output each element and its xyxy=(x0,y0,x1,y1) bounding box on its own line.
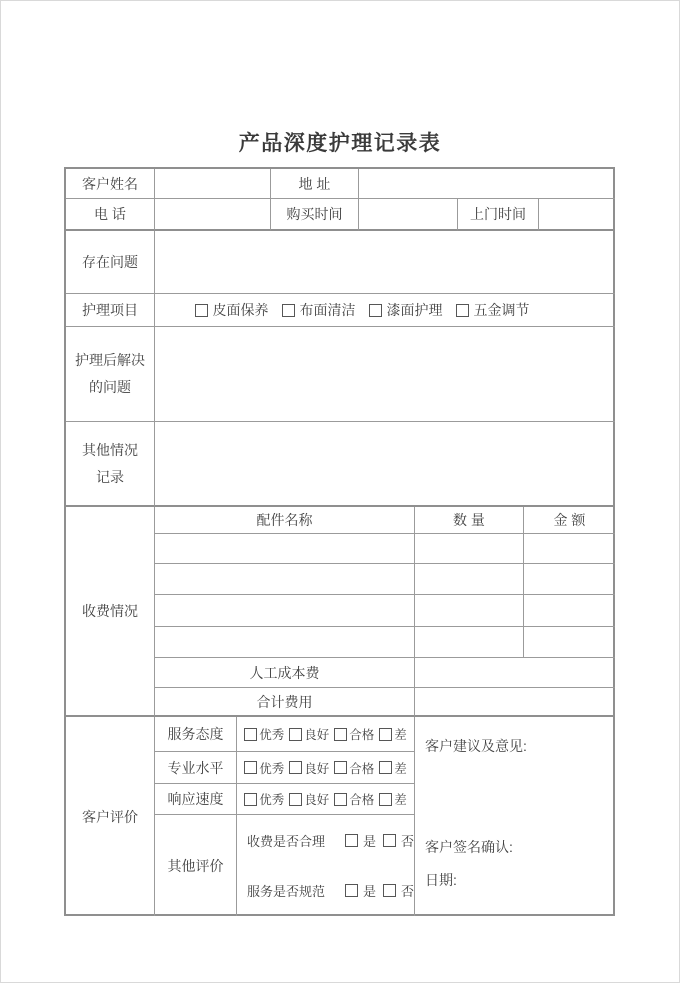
fee-question-label: 收费是否合理 xyxy=(247,833,326,849)
labor-cost-label: 人工成本费 xyxy=(155,658,415,688)
standard-question-label: 服务是否规范 xyxy=(247,884,326,900)
part-qty-cell[interactable] xyxy=(415,627,524,658)
part-name-cell[interactable] xyxy=(155,534,415,564)
care-record-table xyxy=(64,167,615,916)
solved-problems-field[interactable] xyxy=(155,327,615,422)
fee-yes-option[interactable]: 是 xyxy=(345,831,376,850)
checkbox-icon[interactable] xyxy=(379,728,392,741)
checkbox-icon[interactable] xyxy=(379,761,392,774)
phone-field[interactable] xyxy=(155,199,271,231)
labor-cost-field[interactable] xyxy=(415,658,615,688)
checkbox-icon[interactable] xyxy=(383,834,396,847)
part-amount-cell[interactable] xyxy=(524,564,615,595)
purchase-time-label: 购买时间 xyxy=(271,199,359,231)
rating-option-good[interactable]: 良好 xyxy=(289,790,329,808)
care-option-hardware[interactable]: 五金调节 xyxy=(456,300,530,320)
checkbox-icon[interactable] xyxy=(282,304,295,317)
aspect-professional-level-label: 专业水平 xyxy=(155,752,237,784)
rating-option-pass[interactable]: 合格 xyxy=(334,759,374,777)
other-eval-label: 其他评价 xyxy=(155,815,237,916)
rating-group-professional-level xyxy=(237,752,415,784)
existing-problems-field[interactable] xyxy=(155,231,615,294)
service-standard-row xyxy=(247,881,414,900)
fee-no-option[interactable]: 否 xyxy=(383,831,414,850)
evaluation-section-label: 客户评价 xyxy=(66,717,155,916)
care-project-label: 护理项目 xyxy=(66,294,155,327)
checkbox-icon[interactable] xyxy=(289,761,302,774)
quantity-header: 数 量 xyxy=(415,507,524,534)
checkbox-icon[interactable] xyxy=(244,761,257,774)
other-notes-label: 其他情况 记录 xyxy=(66,422,155,507)
existing-problems-label: 存在问题 xyxy=(66,231,155,294)
date-label: 日期: xyxy=(425,872,457,888)
rating-option-poor[interactable]: 差 xyxy=(379,759,407,777)
checkbox-icon[interactable] xyxy=(289,793,302,806)
part-name-cell[interactable] xyxy=(155,595,415,627)
rating-option-poor[interactable]: 差 xyxy=(379,790,407,808)
customer-name-label: 客户姓名 xyxy=(66,169,155,199)
checkbox-icon[interactable] xyxy=(334,728,347,741)
rating-option-good[interactable]: 良好 xyxy=(289,725,329,743)
visit-time-label: 上门时间 xyxy=(458,199,539,231)
checkbox-icon[interactable] xyxy=(345,884,358,897)
rating-option-excellent[interactable]: 优秀 xyxy=(244,725,284,743)
part-name-cell[interactable] xyxy=(155,627,415,658)
care-option-paint[interactable]: 漆面护理 xyxy=(369,300,443,320)
address-label: 地 址 xyxy=(271,169,359,199)
other-eval-questions xyxy=(237,815,415,916)
suggestion-label: 客户建议及意见: xyxy=(425,738,527,754)
charges-section-label: 收费情况 xyxy=(66,507,155,717)
checkbox-icon[interactable] xyxy=(334,793,347,806)
rating-option-pass[interactable]: 合格 xyxy=(334,790,374,808)
aspect-service-attitude-label: 服务态度 xyxy=(155,717,237,752)
solved-problems-label: 护理后解决 的问题 xyxy=(66,327,155,422)
standard-no-option[interactable]: 否 xyxy=(383,881,414,900)
checkbox-icon[interactable] xyxy=(195,304,208,317)
total-cost-label: 合计费用 xyxy=(155,688,415,717)
care-option-leather[interactable]: 皮面保养 xyxy=(195,300,269,320)
checkbox-icon[interactable] xyxy=(379,793,392,806)
amount-header: 金 额 xyxy=(524,507,615,534)
rating-option-poor[interactable]: 差 xyxy=(379,725,407,743)
checkbox-icon[interactable] xyxy=(289,728,302,741)
part-amount-cell[interactable] xyxy=(524,627,615,658)
checkbox-icon[interactable] xyxy=(244,728,257,741)
care-option-fabric[interactable]: 布面清洁 xyxy=(282,300,356,320)
rating-option-good[interactable]: 良好 xyxy=(289,759,329,777)
part-name-header: 配件名称 xyxy=(155,507,415,534)
rating-group-service-attitude xyxy=(237,717,415,752)
standard-yes-option[interactable]: 是 xyxy=(345,881,376,900)
checkbox-icon[interactable] xyxy=(244,793,257,806)
rating-option-excellent[interactable]: 优秀 xyxy=(244,759,284,777)
checkbox-icon[interactable] xyxy=(456,304,469,317)
part-name-cell[interactable] xyxy=(155,564,415,595)
part-amount-cell[interactable] xyxy=(524,534,615,564)
part-qty-cell[interactable] xyxy=(415,595,524,627)
part-amount-cell[interactable] xyxy=(524,595,615,627)
signature-label: 客户签名确认: xyxy=(425,839,513,855)
remarks-cell[interactable] xyxy=(415,717,615,916)
part-qty-cell[interactable] xyxy=(415,534,524,564)
rating-option-excellent[interactable]: 优秀 xyxy=(244,790,284,808)
part-qty-cell[interactable] xyxy=(415,564,524,595)
address-field[interactable] xyxy=(359,169,615,199)
rating-option-pass[interactable]: 合格 xyxy=(334,725,374,743)
form-title: 产品深度护理记录表 xyxy=(238,132,442,155)
total-cost-field[interactable] xyxy=(415,688,615,717)
rating-group-response-speed xyxy=(237,784,415,815)
checkbox-icon[interactable] xyxy=(334,761,347,774)
aspect-response-speed-label: 响应速度 xyxy=(155,784,237,815)
fee-reasonable-row xyxy=(247,831,414,850)
checkbox-icon[interactable] xyxy=(369,304,382,317)
other-notes-field[interactable] xyxy=(155,422,615,507)
visit-time-field[interactable] xyxy=(539,199,615,231)
checkbox-icon[interactable] xyxy=(345,834,358,847)
care-options-group xyxy=(155,294,615,327)
checkbox-icon[interactable] xyxy=(383,884,396,897)
customer-name-field[interactable] xyxy=(155,169,271,199)
phone-label: 电 话 xyxy=(66,199,155,231)
purchase-time-field[interactable] xyxy=(359,199,458,231)
